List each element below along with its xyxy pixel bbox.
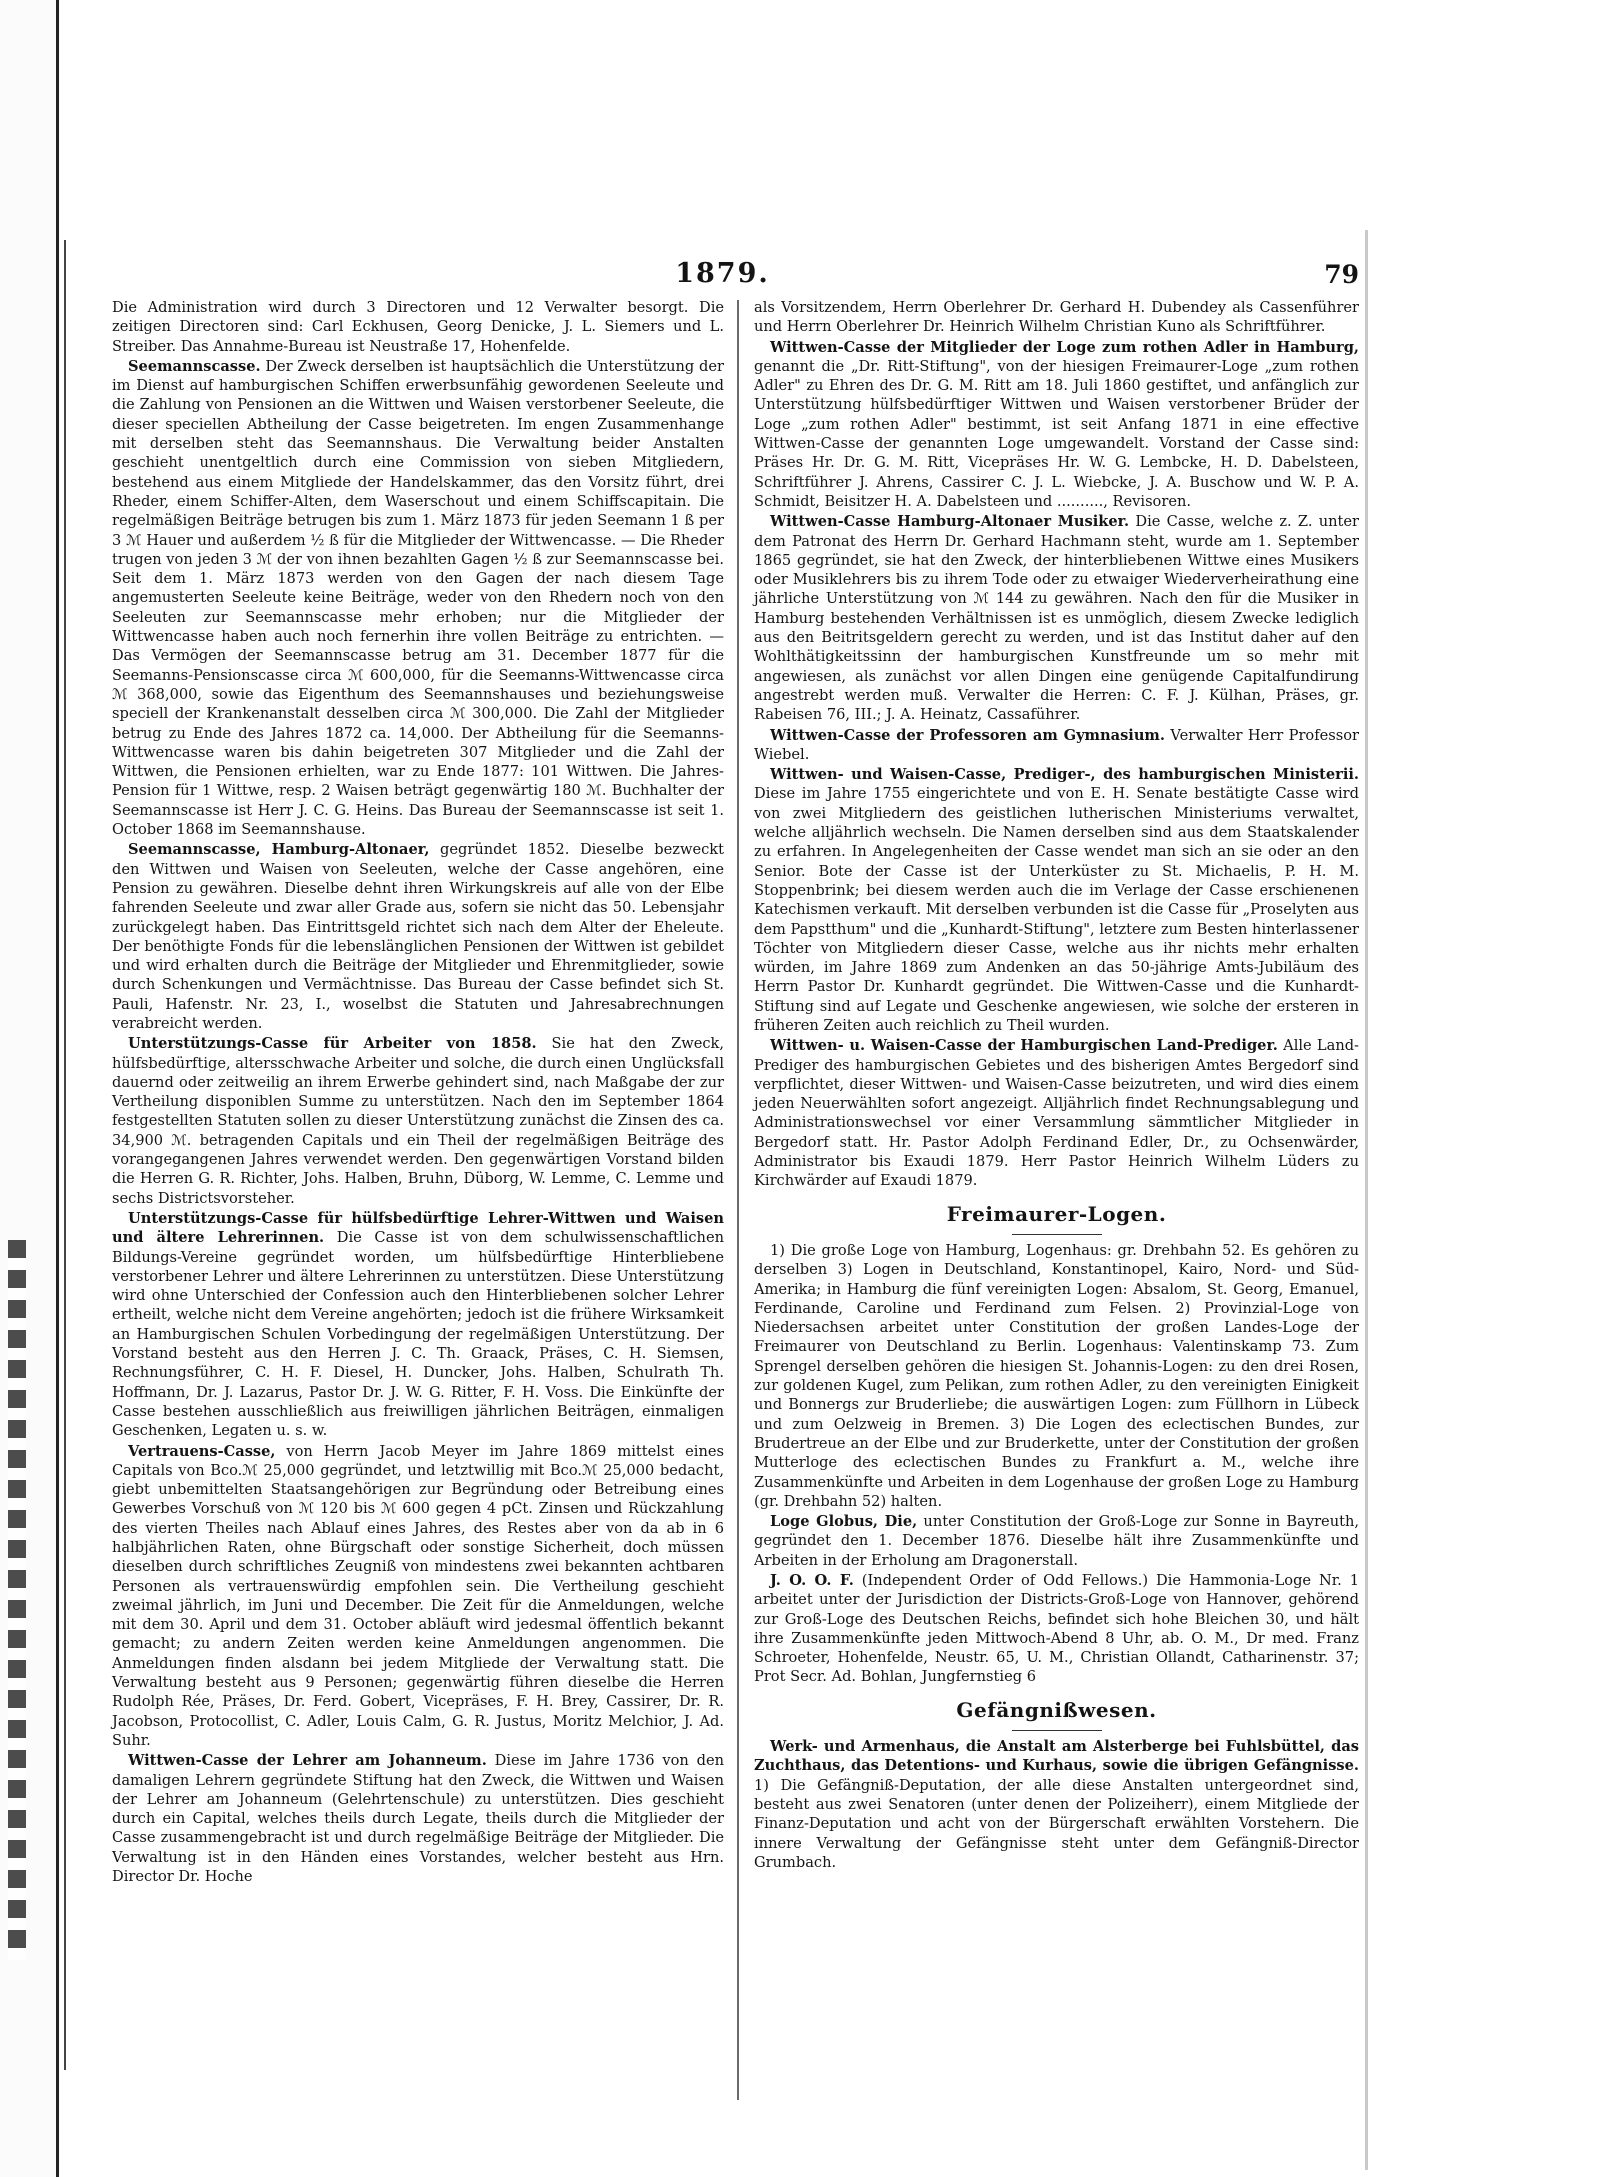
- entry-heading: Unterstützungs-Casse für hülfsbedürftige Lehrer-Wittwen und Waisen und ältere Lehrerinnen.: [112, 1209, 724, 1247]
- entry-text: gegründet 1852. Dieselbe bezweckt den Wittwen und Waisen von Seeleuten, welche der Casse angehören, eine Pension zu gewähren. Dieselbe dehnt ihren Wirkungskreis auf alle von der Elbe fahrenden Seeleute und zwar aller Grade aus, sofern sie nicht das 50. Lebensjahr zurückgelegt haben. Das Eintrittsgeld richtet sich nach dem Alter der Eheleute. Der benöthigte Fonds für die lebenslänglichen Pensionen der Wittwen ist gebildet und wird erhalten durch die Beiträge der Mitglieder und Ehrenmitglieder, sowie durch Schenkungen und Vermächtnisse. Das Bureau der Casse befindet sich St. Pauli, Hafenstr. Nr. 23, I., woselbst die Statuten und Jahresabrechnungen verabreicht werden.: [112, 841, 724, 1032]
- entry-text: Diese im Jahre 1755 eingerichtete und von E. H. Senate bestätigte Casse wird von zwei Mitgliedern des geistlichen lutherischen Ministeriums verwaltet, welche alljährlich wechseln. Die Namen derselben sind aus dem Staatskalender zu erfahren. In Angelegenheiten der Casse wendet man sich an sie oder an den Senior. Bote der Casse ist der Unterküster zu St. Michaelis, P. H. M. Stoppenbrink; bei diesem werden auch die im Verlage der Casse erschienenen Katechismen verkauft. Mit derselben verbunden ist die Casse für „Proselyten aus dem Papstthum" und die „Kunhardt-Stiftung", letztere zum Besten hinterlassener Töchter von Mitgliedern dieser Casse, welche aus ihr nichts mehr erhalten würden, im Jahre 1869 zum Andenken an das 50-jährige Amts-Jubiläum des Herrn Pastor Dr. Kunhardt gegründet. Die Wittwen-Casse und die Kunhardt-Stiftung sind auf Legate und Geschenke angewiesen, wie solche der ersteren in früheren Zeiten auch reichlich zu Theil wurden.: [754, 785, 1359, 1034]
- entry-heading: Unterstützungs-Casse für Arbeiter von 1858.: [128, 1035, 537, 1053]
- entry: [112, 1209, 724, 1441]
- entry-heading: Wittwen- und Waisen-Casse, Prediger-, des hamburgischen Ministerii.: [770, 766, 1359, 784]
- entry-heading: Werk- und Armenhaus, die Anstalt am Alsterberge bei Fuhlsbüttel, das Zuchthaus, das Detentions- und Kurhaus, sowie die übrigen Gefängnisse.: [754, 1738, 1359, 1775]
- entry-text: Verwalter Herr Professor Wiebel.: [754, 726, 1359, 763]
- entry-text: Der Zweck derselben ist hauptsächlich die Unterstützung der im Dienst auf hamburgischen Schiffen erwerbsunfähig gewordenen Seeleute und die Zahlung von Pensionen an die Wittwen und Waisen verstorbener Seeleute, die dieser speciellen Abtheilung der Casse beigetreten. Im engen Zusammenhange mit derselben steht das Seemannshaus. Die Verwaltung beider Anstalten geschieht unentgeltlich durch eine Commission von sieben Mitgliedern, bestehend aus einem Mitgliede der Handelskammer, das den Vorsitz führt, drei Rheder, einem Schiffer-Alten, dem Waserschout und einem Schiffscapitain. Die regelmäßigen Beiträge betrugen bis zum 1. März 1873 für jeden Seemann 1 ß per 3 ℳ Hauer und außerdem ½ ß für die Mitglieder der Wittwencasse. — Die Rheder trugen von jeden 3 ℳ der von ihnen bezahlten Gagen ½ ß zur Seemannscasse bei. Seit dem 1. März 1873 werden von den Gagen der nach diesem Tage angemusterten Seeleute keine Beiträge, weder von den Rhedern noch von den Seeleuten zur Seemannscasse mehr erhoben; nur die Mitglieder der Wittwencasse haben auch noch fernerhin ihre vollen Beiträge zu entrichten. — Das Vermögen der Seemannscasse betrug am 31. December 1877 für die Seemanns-Pensionscasse circa ℳ 600,000, für die Seemanns-Wittwencasse circa ℳ 368,000, sowie das Eigenthum des Seemannshauses und beziehungsweise speciell der Krankenanstalt desselben circa ℳ 300,000. Die Zahl der Mitglieder betrug zu Ende des Jahres 1872 ca. 14,000. Der Abtheilung für die Seemanns-Wittwencasse waren bis dahin beigetreten 307 Mitglieder und die Zahl der Wittwen, die Pensionen erhielten, war zu Ende 1877: 101 Wittwen. Die Jahres-Pension für 1 Wittwe, resp. 2 Waisen beträgt gegenwärtig 180 ℳ. Buchhalter der Seemannscasse ist Herr J. C. G. Heins. Das Bureau der Seemannscasse ist seit 1. October 1868 im Seemannshause.: [112, 357, 724, 839]
- entry-heading: Vertrauens-Casse,: [128, 1442, 276, 1460]
- entry: [754, 726, 1359, 765]
- entry-text: Die Casse, welche z. Z. unter dem Patronat des Herrn Dr. Gerhard Hachmann steht, wurde am 1. September 1865 gegründet, sie hat den Zweck, der hinterbliebenen Wittwe eines Musikers oder Musiklehrers bis zu ihrem Tode oder zu etwaiger Wiederverheirathung eine jährliche Unterstützung von ℳ 144 zu gewähren. Nach den für die Musiker in Hamburg bestehenden Verhältnissen ist es unmöglich, diesem Zwecke lediglich aus den Beitritsgeldern gerecht zu werden, und ist das Institut daher auf den Wohlthätigkeitssinn der hamburgischen Kunstfreunde um so mehr mit angewiesen, als zunächst vor allen Dingen eine genügende Capitalfundirung angestrebt werden muß. Verwalter die Herren: C. F. J. Külhan, Präses, gr. Rabeisen 76, III.; J. A. Heinatz, Cassaführer.: [754, 513, 1360, 724]
- entry: [754, 512, 1359, 724]
- entry: [112, 357, 724, 839]
- entry: [754, 1571, 1359, 1687]
- document-page: [80, 236, 1365, 2171]
- entry: [754, 1512, 1359, 1570]
- entry: [112, 1442, 724, 1751]
- entry: [112, 1751, 724, 1886]
- page-edge-shadow: [1365, 230, 1368, 2170]
- entry-text: genannt die „Dr. Ritt-Stiftung", von der hiesigen Freimaurer-Loge „zum rothen Adler" zu Ehren des Dr. G. M. Ritt am 18. Juli 1860 gestiftet, und anfänglich zur Unterstützung hülfsbedürftiger Wittwen und Waisen verstorbener Brüder der Loge „zum rothen Adler" bestimmt, ist seit Anfang 1871 in eine effective Wittwen-Casse der genannten Loge umgewandelt. Vorstand der Casse sind: Präses Hr. Dr. G. M. Ritt, Vicepräses Hr. W. G. Lembcke, H. D. Dabelsteen, Schriftführer J. Ahrens, Cassirer C. J. L. Wiebcke, J. A. Buschow und W. P. A. Schmidt, Beisitzer H. A. Dabelsteen und .........., Revisoren.: [754, 357, 1359, 510]
- entry-heading: Seemannscasse, Hamburg-Altonaer,: [128, 841, 430, 859]
- paragraph: 1) Die große Loge von Hamburg, Logenhaus: gr. Drehbahn 52. Es gehören zu derselben 3) Logen in Deutschland, Konstantinopel, Kairo, Nord- und Süd-Amerika; in Hamburg die fünf vereinigten Logen: Absalom, St. Georg, Emanuel, Ferdinande, Caroline und Ferdinand zum Felsen. 2) Provinzial-Loge von Niedersachsen arbeitet unter Constitution der großen Landes-Loge der Freimaurer von Deutschland zu Berlin. Logenhaus: Valentinskamp 73. Zum Sprengel derselben gehören die hiesigen St. Johannis-Logen: zu den drei Rosen, zur goldenen Kugel, zum Pelikan, zum rothen Adler, zu den vereinigten Einigkeit und Bonnergs zur Bruderliebe; die auswärtigen Logen: zum Füllhorn in Lübeck und zum Oelzweig in Bremen. 3) Die Logen des eclectischen Bundes, zur Brudertreue an der Elbe und zur Bruderkette, unter der Constitution der großen Mutterloge des eclectischen Bundes zu Frankfurt a. M., welche ihre Zusammenkünfte und Arbeiten in dem Logenhause der großen Loge zu Hamburg (gr. Drehbahn 52) halten.: [754, 1241, 1359, 1510]
- entry-heading: Wittwen-Casse der Professoren am Gymnasium.: [770, 726, 1165, 744]
- page-number: 79: [1324, 260, 1359, 289]
- entry-heading: Wittwen-Casse der Mitglieder der Loge zum rothen Adler in Hamburg,: [770, 338, 1359, 356]
- right-column: [754, 298, 1359, 1873]
- scan-edge-line: [64, 240, 66, 2070]
- running-header-year: 1879.: [675, 258, 770, 289]
- entry-heading: Wittwen-Casse Hamburg-Altonaer Musiker.: [770, 513, 1130, 531]
- entry-heading: Wittwen-Casse der Lehrer am Johanneum.: [128, 1752, 487, 1770]
- entry-text: Die Casse ist von dem schulwissenschaftlichen Bildungs-Vereine gegründet worden, um hülfsbedürftige Hinterbliebene verstorbener Lehrer und ältere Lehrerinnen zu unterstützen. Diese Unterstützung wird ohne Unterschied der Confession auch den Hinterbliebenen solcher Lehrer ertheilt, welche nicht dem Vereine angehörten; jedoch ist die frühere Wirksamkeit an Hamburgischen Schulen Vorbedingung der regelmäßigen Unterstützung. Der Vorstand besteht aus den Herren J. C. Th. Graack, Präses, C. H. Siemsen, Rechnungsführer, C. H. F. Diesel, H. Duncker, Johs. Halben, Schulrath Th. Hoffmann, Dr. J. Lazarus, Pastor Dr. J. W. G. Ritter, F. H. Voss. Die Einkünfte der Casse bestehen ausschließlich aus freiwilligen jährlichen Beiträgen, einmaligen Geschenken, Legaten u. s. w.: [112, 1229, 724, 1440]
- scan-edge-line: [56, 0, 59, 2177]
- paragraph: Die Administration wird durch 3 Directoren und 12 Verwalter besorgt. Die zeitigen Directoren sind: Carl Eckhusen, Georg Denicke, J. L. Siemers und L. Streiber. Das Annahme-Bureau ist Neustraße 17, Hohenfelde.: [112, 299, 724, 355]
- section-title: Freimaurer-Logen.: [946, 1201, 1167, 1226]
- section-rule: [1012, 1234, 1102, 1235]
- entry: [754, 338, 1359, 512]
- entry-text: Sie hat den Zweck, hülfsbedürftige, altersschwache Arbeiter und solche, die durch einen Unglücksfall dauernd oder zeitweilig an ihrem Erwerbe gehindert sind, nach Maßgabe der zur Vertheilung disponiblen Summe zu unterstützen. Nach den im September 1864 festgestellten Statuten sollen zu dieser Unterstützung zunächst die Zinsen des ca. 34,900 ℳ. betragenden Capitals und ein Theil der regelmäßigen Beiträge des vorangegangenen Jahres verwendet werden. Den gegenwärtigen Vorstand bilden die Herren G. R. Richter, Johs. Halben, Bruhn, Düborg, W. Lemme, C. Lemme und sechs Districtsvorsteher.: [112, 1035, 724, 1207]
- entry-heading: Wittwen- u. Waisen-Casse der Hamburgischen Land-Prediger.: [770, 1037, 1278, 1055]
- entry-text: (Independent Order of Odd Fellows.) Die Hammonia-Loge Nr. 1 arbeitet unter der Jurisdiction der Districts-Groß-Loge von Hannover, gehörend zur Groß-Loge des Deutschen Reichs, befindet sich hohe Bleichen 30, und hält ihre Zusammenkünfte jeden Mittwoch-Abend 8 Uhr, ab. O. M., Dr med. Franz Schroeter, Hohenfelde, Neustr. 65, U. M., Christian Ollandt, Catharinenstr. 37; Prot Secr. Ad. Bohlan, Jungfernstieg 6: [754, 1572, 1359, 1686]
- entry-text: von Herrn Jacob Meyer im Jahre 1869 mittelst eines Capitals von Bco.ℳ 25,000 gegründet, und letztwillig mit Bco.ℳ 25,000 bedacht, giebt unbemittelten Staatsangehörigen zur Begründung oder Betreibung eines Gewerbes Vorschuß von ℳ 120 bis ℳ 600 gegen 4 pCt. Zinsen und Rückzahlung des vierten Theiles nach Ablauf eines Jahres, des Restes aber von da ab in 6 halbjährlichen Raten, ohne Bürgschaft oder sonstige Sicherheit, doch müssen dieselben durch schriftliches Zeugniß von mindestens zwei bekannten achtbaren Personen als vertrauenswürdig empfohlen sein. Die Vertheilung geschieht zweimal jährlich, im Juni und December. Die Zeit für die Anmeldungen, welche mit dem 30. April und dem 31. October abläuft wird jedesmal öffentlich bekannt gemacht; zu andern Zeiten werden keine Anmeldungen angenommen. Die Anmeldungen finden alsdann bei jedem Mitgliede der Verwaltung statt. Die Verwaltung besteht aus 9 Personen; gegenwärtig führen dieselbe die Herren Rudolph Rée, Präses, Dr. Ferd. Gobert, Vicepräses, F. H. Brey, Cassirer, Dr. R. Jacobson, Protocollist, C. Adler, Louis Calm, G. R. Justus, Moritz Melchior, J. Ad. Suhr.: [112, 1442, 724, 1749]
- entry: [112, 1034, 724, 1208]
- entry-text: unter Constitution der Groß-Loge zur Sonne in Bayreuth, gegründet den 1. December 1876. Dieselbe hält ihre Zusammenkünfte und Arbeiten in der Erholung am Dragonerstall.: [754, 1513, 1359, 1569]
- entry-heading: Seemannscasse.: [128, 357, 261, 375]
- entry: [754, 765, 1359, 1035]
- entry-heading: J. O. O. F.: [770, 1572, 854, 1589]
- scan-bleed-through: [8, 1240, 26, 1960]
- entry-text: Alle Land-Prediger des hamburgischen Gebietes und des bisherigen Amtes Bergedorf sind verpflichtet, dieser Wittwen- und Waisen-Casse beizutreten, und wird dies einem jeden Neuerwählten sofort angezeigt. Alljährlich findet Rechnungsablegung und Administrationswechsel vor einer Versammlung sämmtlicher Mitglieder in Bergedorf statt. Hr. Pastor Adolph Ferdinand Edler, Dr., zu Ochsenwärder, Administrator bis Exaudi 1879. Herr Pastor Heinrich Wilhelm Lüders zu Kirchwärder auf Exaudi 1879.: [754, 1037, 1359, 1190]
- entry: [754, 1737, 1359, 1872]
- entry: [112, 840, 724, 1033]
- entry-heading: Loge Globus, Die,: [770, 1513, 918, 1531]
- section-rule: [1012, 1730, 1102, 1731]
- left-column: [112, 298, 724, 1887]
- column-divider: [737, 300, 739, 2100]
- entry-text: Diese im Jahre 1736 von den damaligen Lehrern gegründete Stiftung hat den Zweck, die Wittwen und Waisen der Lehrer am Johanneum (Gelehrtenschule) zu unterstützen. Dies geschieht durch ein Capital, welches theils durch Legate, theils durch die Mitglieder der Casse zusammengebracht ist und durch regelmäßige Beiträge der Mitglieder. Die Verwaltung ist in den Händen eines Vorstandes, welcher besteht aus Hrn. Director Dr. Hoche: [112, 1752, 724, 1886]
- section-title: Gefängnißwesen.: [956, 1697, 1157, 1722]
- entry-text: 1) Die Gefängniß-Deputation, der alle diese Anstalten untergeordnet sind, besteht aus zwei Senatoren (unter denen der Polizeiherr), einem Mitgliede der Finanz-Deputation und acht von der Bürgerschaft erwählten Vorstehern. Die innere Verwaltung der Gefängnisse steht unter dem Gefängniß-Director Grumbach.: [754, 1776, 1359, 1871]
- entry: [754, 1036, 1359, 1190]
- paragraph: als Vorsitzendem, Herrn Oberlehrer Dr. Gerhard H. Dubendey als Cassenführer und Herrn Oberlehrer Dr. Heinrich Wilhelm Christian Kuno als Schriftführer.: [754, 299, 1359, 336]
